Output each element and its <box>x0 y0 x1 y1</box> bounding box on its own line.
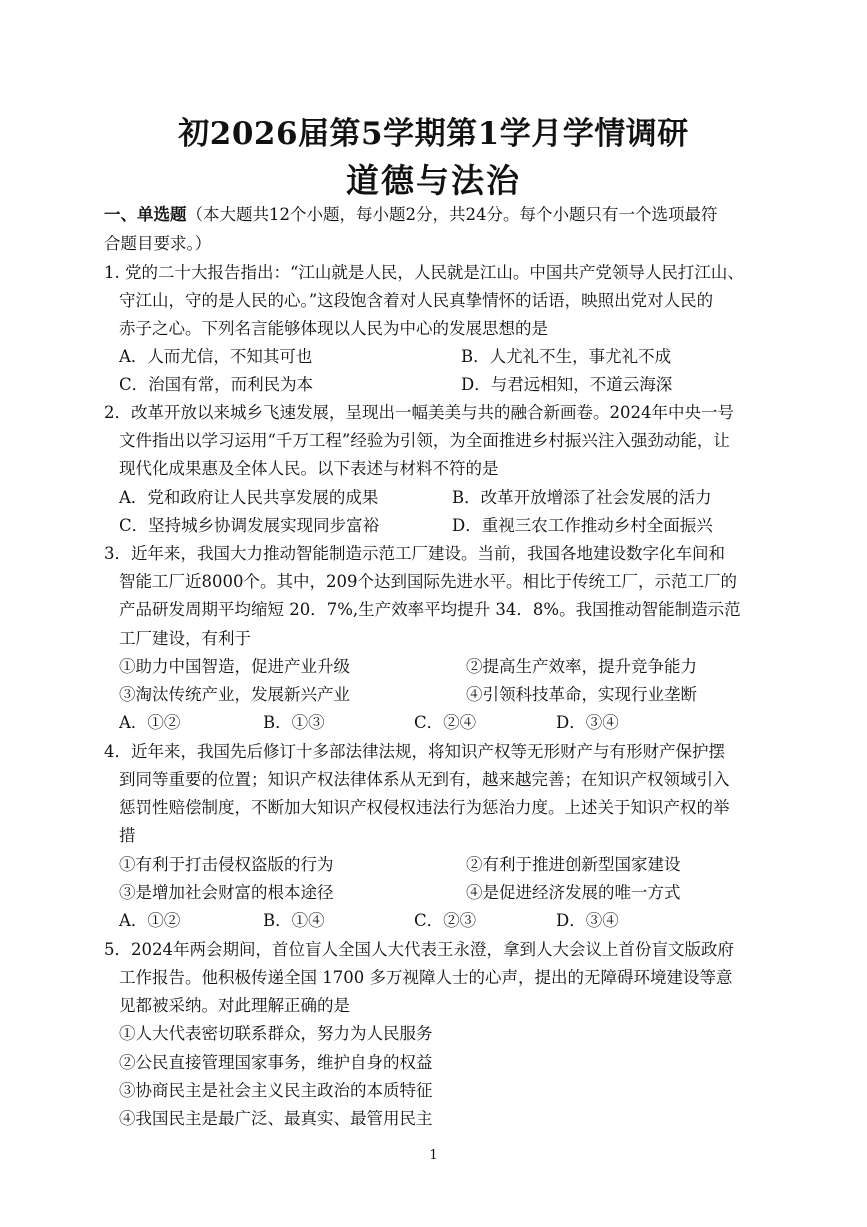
q5-line-2: 工作报告。他积极传递全国 1700 多万视障人士的心声，提出的无障碍环境建设等意 <box>119 968 733 987</box>
q4-choice-a: A．①② <box>119 911 181 930</box>
section-heading: 一、单选题 <box>104 205 187 224</box>
q4-statement-1: ①有利于打击侵权盗版的行为 <box>119 855 334 874</box>
q3-line-4: 工厂建设，有利于 <box>119 629 251 648</box>
q1-line-1: 1. 党的二十大报告指出：“江山就是人民，人民就是江山。中国共产党领导人民打江山、 <box>104 263 744 282</box>
q2-line-2: 文件指出以学习运用“千万工程”经验为引领，为全面推进乡村振兴注入强劲动能，让 <box>119 431 730 450</box>
q1-option-a: A．人而尤信，不知其可也 <box>119 347 313 366</box>
q2-option-d: D．重视三农工作推动乡村全面振兴 <box>452 516 713 535</box>
q3-statement-2: ②提高生产效率，提升竞争能力 <box>466 657 697 676</box>
q1-line-2: 守江山，守的是人民的心。”这段饱含着对人民真挚情怀的话语，映照出党对人民的 <box>119 291 714 310</box>
q4-choice-c: C．②③ <box>414 911 477 930</box>
q4-choice-b: B．①④ <box>263 911 325 930</box>
q2-line-3: 现代化成果惠及全体人民。以下表述与材料不符的是 <box>119 459 499 478</box>
q4-line-1: 4．近年来，我国先后修订十多部法律法规，将知识产权等无形财产与有形财产保护摆 <box>104 742 725 761</box>
q5-line-1: 5．2024年两会期间，首位盲人全国人大代表王永澄，拿到人大会议上首份盲文版政府 <box>104 940 734 959</box>
q4-line-3: 惩罚性赔偿制度，不断加大知识产权侵权违法行为惩治力度。上述关于知识产权的举 <box>119 798 730 817</box>
q4-statement-3: ③是增加社会财富的根本途径 <box>119 883 334 902</box>
q3-statement-4: ④引领科技革命，实现行业垄断 <box>466 685 697 704</box>
q1-line-3: 赤子之心。下列名言能够体现以人民为中心的发展思想的是 <box>119 319 548 338</box>
q1-option-d: D．与君远相知，不道云海深 <box>461 375 673 394</box>
q3-choice-d: D．③④ <box>556 713 619 732</box>
section-intro-1: （本大题共12个小题，每小题2分，共24分。每个小题只有一个选项最符 <box>186 205 718 224</box>
q3-statement-1: ①助力中国智造，促进产业升级 <box>119 657 350 676</box>
q2-option-c: C．坚持城乡协调发展实现同步富裕 <box>119 516 380 535</box>
q1-option-c: C．治国有常，而利民为本 <box>119 375 314 394</box>
q5-statement-4: ④我国民主是最广泛、最真实、最管用民主 <box>119 1109 433 1128</box>
exam-title: 初2026届第5学期第1学月学情调研 <box>178 116 689 152</box>
q5-line-3: 见都被采纳。对此理解正确的是 <box>119 996 350 1015</box>
q3-line-3: 产品研发周期平均缩短 20．7%,生产效率平均提升 34．8%。我国推动智能制造示范 <box>119 600 741 619</box>
q1-option-b: B．人尤礼不生，事尤礼不成 <box>461 347 672 366</box>
q3-line-1: 3．近年来，我国大力推动智能制造示范工厂建设。当前，我国各地建设数字化车间和 <box>104 544 725 563</box>
q3-statement-3: ③淘汰传统产业，发展新兴产业 <box>119 685 350 704</box>
q5-statement-2: ②公民直接管理国家事务，维护自身的权益 <box>119 1053 433 1072</box>
q4-statement-2: ②有利于推进创新型国家建设 <box>466 855 681 874</box>
q5-statement-1: ①人大代表密切联系群众，努力为人民服务 <box>119 1024 433 1043</box>
q4-line-4: 措 <box>119 826 136 845</box>
q2-option-a: A．党和政府让人民共享发展的成果 <box>119 488 379 507</box>
q2-line-1: 2．改革开放以来城乡飞速发展，呈现出一幅美美与共的融合新画卷。2024年中央一号 <box>104 403 734 422</box>
subject-title: 道德与法治 <box>346 161 521 200</box>
q3-choice-a: A．①② <box>119 713 181 732</box>
section-instructions <box>104 204 718 226</box>
q5-statement-3: ③协商民主是社会主义民主政治的本质特征 <box>119 1081 433 1100</box>
page-number: 1 <box>429 1148 438 1163</box>
q4-choice-d: D．③④ <box>556 911 619 930</box>
section-intro-2: 合题目要求。） <box>104 234 212 253</box>
q2-option-b: B．改革开放增添了社会发展的活力 <box>452 488 712 507</box>
q4-statement-4: ④是促进经济发展的唯一方式 <box>466 883 681 902</box>
q3-choice-b: B．①③ <box>263 713 325 732</box>
q3-line-2: 智能工厂近8000个。其中，209个达到国际先进水平。相比于传统工厂，示范工厂的 <box>119 572 737 591</box>
q3-choice-c: C．②④ <box>414 713 477 732</box>
q4-line-2: 到同等重要的位置；知识产权法律体系从无到有，越来越完善；在知识产权领域引入 <box>119 770 730 789</box>
